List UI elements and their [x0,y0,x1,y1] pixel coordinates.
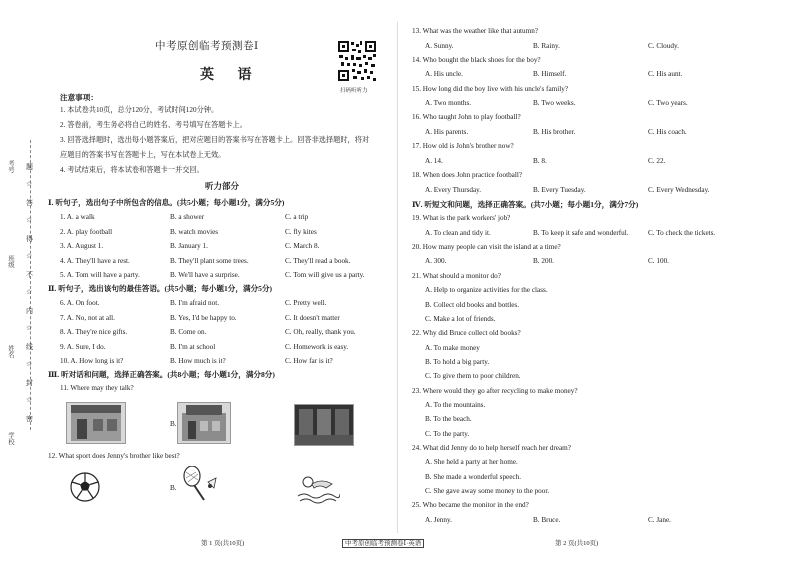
section4-heading: Ⅳ. 听短文和问题，选择正确答案。(共7小题；每小题1分，满分7分) [412,199,639,209]
option-b: B. 8. [533,156,547,165]
option-a: 2. A. play football [60,227,113,236]
margin-seal-char: 答 [26,199,33,207]
option-a: A. To clean and tidy it. [425,228,491,237]
option-c: C. 100. [648,257,669,266]
option-c: C. His aunt. [648,70,683,79]
note-item: 应题目的答案书写在答题卡上，写在本试卷上无效。 [60,151,226,159]
option-a: A. Every Thursday. [425,185,482,194]
margin-label-school: 学校 [7,432,14,445]
store-building-image [66,402,126,444]
option-c: C. Homework is easy. [285,342,349,351]
option-b: B. 200. [533,257,554,266]
note-item: 4. 考试结束后，将本试卷和答题卡一并交回。 [60,166,204,174]
margin-seal-char: 密 [26,415,33,423]
option-b: B. I'm at school [170,342,216,351]
option-b: B. a shower [170,213,205,221]
margin-seal-char: ☆ [26,216,33,224]
option-a: 5. A. Tom will have a party. [60,271,140,280]
option-c: C. fly kites [285,227,317,236]
margin-seal-char: 内 [26,307,33,315]
qr-code-icon[interactable] [337,40,377,82]
option-a: 8. A. They're nice gifts. [60,328,128,337]
question: 21. What should a monitor do? [412,271,501,280]
footer-exam-label: 中考原创临考预测卷Ⅰ·英语 [342,538,424,547]
option-b: B. To keep it safe and wonderful. [533,228,629,237]
option-a: 10. A. How long is it? [60,357,124,366]
option-b: B. Collect old books and bottles. [425,300,520,309]
option-c: C. 22. [648,156,666,165]
option-c: C. March 8. [285,242,320,251]
option-a: A. 14. [425,156,443,165]
option-b: B. How much is it? [170,357,226,366]
q12-option-b-label: B. [170,484,177,492]
option-c: C. a trip [285,213,309,221]
option-b: B. Two weeks. [533,99,576,108]
option-a: A. His parents. [425,127,469,136]
option-b: B. I'm afraid not. [170,299,219,307]
note-item: 3. 回答选择题时，选出每小题答案后，把对应题目的答案书写在答题卡上。回答非选择题时，将对 [60,136,370,144]
option-c: C. Cloudy. [648,41,679,50]
option-c: C. To check the tickets. [648,228,716,237]
option-c: C. She gave away some money to the poor. [425,487,550,495]
option-a: A. To the mountains. [425,401,486,409]
football-icon [70,472,100,507]
page-divider [397,22,398,533]
question: 19. What is the park workers' job? [412,214,511,223]
margin-seal-char: 得 [26,235,33,243]
question-11: 11. Where may they talk? [60,384,134,392]
option-b: B. Himself. [533,70,567,79]
option-b: B. January 1. [170,242,208,251]
option-b: B. They'll plant some trees. [170,256,249,265]
option-c: C. It doesn't matter [285,313,340,322]
option-b: B. Yes, I'd be happy to. [170,313,237,322]
option-c: C. His coach. [648,127,687,136]
option-a: 9. A. Sure, I do. [60,342,106,351]
listening-heading: 听力部分 [205,181,240,191]
margin-seal-char: ☆ [26,180,33,188]
option-c: C. Two years. [648,99,688,108]
margin-label-name: 姓名 [7,345,14,358]
question: 20. How many people can visit the island at a time? [412,242,561,251]
option-c: C. To give them to poor children. [425,372,521,381]
qr-caption: 扫码听听力 [340,88,368,94]
option-c: C. Make a lot of friends. [425,314,496,323]
question: 18. When does John practice football? [412,171,523,179]
option-a: A. His uncle. [425,70,463,79]
margin-seal-char: ☆ [26,396,33,404]
option-c: C. Tom will give us a party. [285,271,365,280]
option-b: B. watch movies [170,227,219,236]
option-a: A. Two months. [425,99,472,108]
option-a: A. Help to organize activities for the class. [425,286,548,295]
option-a: A. 300. [425,257,447,266]
page-number-right: 第 2 页(共10页) [555,540,599,547]
page-number-left: 第 1 页(共10页) [201,540,245,547]
question: 23. Where would they go after recycling to make money? [412,386,578,395]
exam-title: 中考原创临考预测卷Ⅰ [155,41,259,52]
option-a: 1. A. a walk [60,213,95,221]
option-b: B. To the beach. [425,415,472,424]
option-c: C. Oh, really, thank you. [285,328,356,337]
question: 13. What was the weather like that autumn? [412,27,539,35]
option-b: B. Rainy. [533,41,560,50]
swimmer-icon [296,470,340,509]
margin-seal-char: 题 [26,163,33,171]
option-c: C. How far is it? [285,357,333,366]
option-b: B. Every Tuesday. [533,185,586,194]
option-c: C. To the party. [425,429,470,438]
badminton-icon [180,466,220,509]
option-a: A. She held a party at her home. [425,458,518,467]
option-b: B. To hold a big party. [425,357,490,366]
option-a: A. Sunny. [425,41,454,50]
margin-seal-char: 封 [26,379,33,387]
option-c: C. Jane. [648,515,671,524]
question: 15. How long did the boy live with his uncle's family? [412,84,569,93]
margin-seal-char: 线 [26,343,33,351]
option-b: B. Bruce. [533,515,561,524]
library-interior-image [294,404,354,446]
margin-seal-char: ☆ [26,288,33,296]
note-item: 1. 本试卷共10页，总分120分，考试时间120分钟。 [60,106,219,114]
margin-seal-char: 不 [26,271,33,279]
notes-heading: 注意事项： [60,93,98,102]
option-c: C. Every Wednesday. [648,185,710,194]
question: 25. Who became the monitor in the end? [412,501,529,510]
option-a: 7. A. No, not at all. [60,313,115,322]
option-a: A. To make money [425,343,480,352]
subject-title: 英 语 [200,68,262,83]
question: 16. Who taught John to play football? [412,113,521,122]
option-b: B. Come on. [170,328,207,337]
question: 14. Who bought the black shoes for the boy? [412,55,541,64]
option-a: 6. A. On foot. [60,299,100,307]
option-a: A. Jenny. [425,515,452,524]
option-b: B. She made a wonderful speech. [425,472,522,481]
option-a: 3. A. August 1. [60,242,104,251]
section3-heading: Ⅲ. 听对话和问题，选择正确答案。(共8小题；每小题1分，满分8分) [48,370,275,379]
margin-label-class: 班级 [7,255,14,268]
margin-seal-char: ☆ [26,252,33,260]
question-12: 12. What sport does Jenny's brother like best? [48,452,180,460]
option-b: B. His brother. [533,127,576,136]
margin-seal-char: ☆ [26,324,33,332]
note-item: 2. 答卷前，考生务必将自己的姓名、考号填写在答题卡上。 [60,121,247,129]
margin-seal-char: ☆ [26,360,33,368]
margin-label-exam-no: 考号 [7,160,14,173]
option-b: B. We'll have a surprise. [170,271,240,280]
q11-option-b-label: B. [170,420,177,428]
restaurant-image [177,402,231,444]
option-a: 4. A. They'll have a rest. [60,256,130,265]
question: 24. What did Jenny do to help herself reach her dream? [412,443,571,452]
option-c: C. They'll read a book. [285,256,351,265]
question: 17. How old is John's brother now? [412,142,514,151]
section2-heading: Ⅱ. 听句子，选出该句的最佳答语。(共5小题；每小题1分，满分5分) [48,284,273,293]
question: 22. Why did Bruce collect old books? [412,329,521,338]
option-c: C. Pretty well. [285,299,327,307]
section1-heading: Ⅰ. 听句子，选出句子中所包含的信息。(共5小题；每小题1分，满分5分) [48,198,285,207]
